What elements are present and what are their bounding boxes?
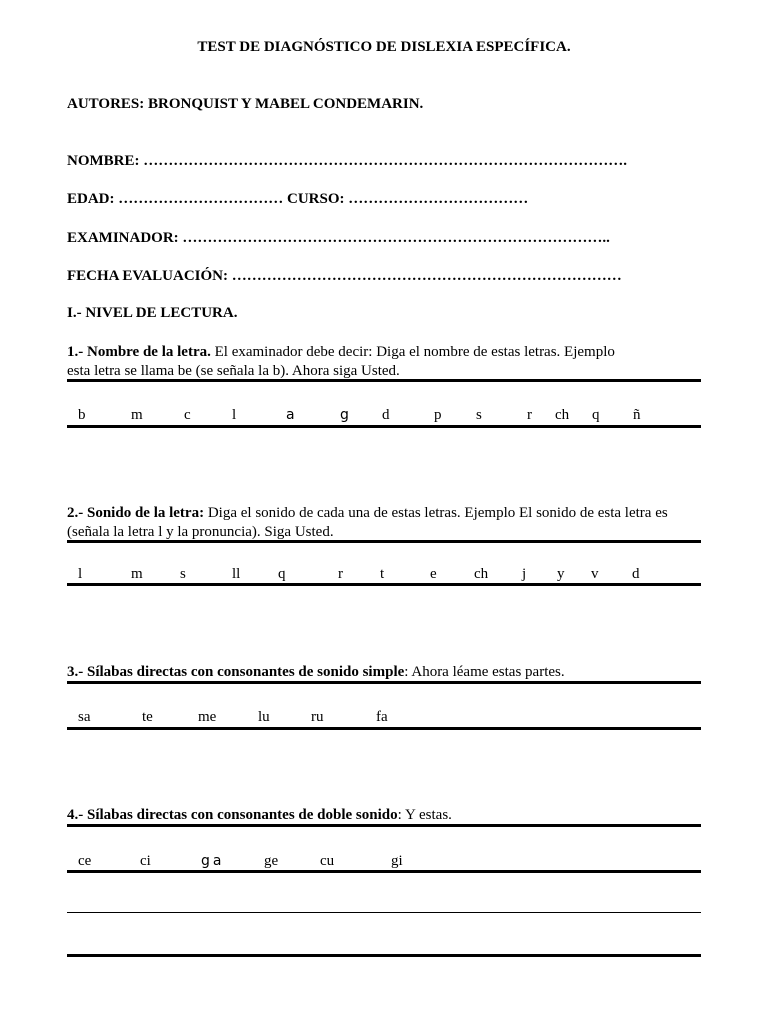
glyph: a — [286, 407, 295, 423]
item-1-instructions — [67, 343, 627, 381]
glyph: r — [527, 407, 532, 423]
glyph: ñ — [633, 407, 641, 423]
item-2-instructions — [67, 504, 701, 542]
item-1-text: El examinador debe decir: Diga el nombre de estas letras. Ejemplo esta letra se llama be (se señala la b). Ahora siga Usted. — [67, 344, 615, 379]
name-field: NOMBRE: ……………………………………………………………………………………. — [67, 153, 627, 169]
examiner-field: EXAMINADOR: ………………………………………………………………………….. — [67, 230, 610, 246]
answer-line — [67, 954, 701, 957]
glyph: ga — [201, 853, 225, 869]
glyph: ll — [232, 566, 241, 582]
glyph: v — [591, 566, 599, 582]
glyph: y — [557, 566, 565, 582]
glyph: s — [476, 407, 482, 423]
glyph: ch — [474, 566, 489, 582]
item-1-top-rule — [67, 379, 701, 382]
glyph: ge — [264, 853, 279, 869]
glyph: ce — [78, 853, 92, 869]
glyph: t — [380, 566, 385, 582]
glyph: m — [131, 566, 143, 582]
glyph: d — [632, 566, 640, 582]
glyph: d — [382, 407, 390, 423]
glyph: lu — [258, 709, 270, 725]
glyph: me — [198, 709, 217, 725]
glyph: c — [184, 407, 191, 423]
section-title: I.- NIVEL DE LECTURA. — [67, 305, 238, 321]
evaluation-date-field: FECHA EVALUACIÓN: …………………………………………………………………… — [67, 268, 622, 284]
glyph: ch — [555, 407, 570, 423]
item-4-bottom-rule — [67, 870, 701, 873]
glyph: m — [131, 407, 143, 423]
item-4-instructions — [67, 806, 701, 825]
glyph: l — [78, 566, 83, 582]
glyph: s — [180, 566, 186, 582]
glyph: gi — [391, 853, 403, 869]
glyph: sa — [78, 709, 91, 725]
item-3-instructions — [67, 663, 701, 682]
item-3-heading: 3.- Sílabas directas con consonantes de sonido simple — [67, 664, 405, 680]
item-4-top-rule — [67, 824, 701, 827]
glyph: e — [430, 566, 437, 582]
age-course-field: EDAD: …………………………… CURSO: ……………………………… — [67, 191, 529, 207]
item-3-text: : Ahora léame estas partes. — [404, 664, 565, 680]
glyph: q — [592, 407, 600, 423]
answer-line — [67, 912, 701, 913]
item-2-heading: 2.- Sonido de la letra: — [67, 505, 205, 521]
glyph: p — [434, 407, 442, 423]
item-3-top-rule — [67, 681, 701, 684]
item-4-text: : Y estas. — [397, 807, 452, 823]
glyph: fa — [376, 709, 388, 725]
item-4-heading: 4.- Sílabas directas con consonantes de doble sonido — [67, 807, 398, 823]
item-1-heading: 1.- Nombre de la letra. — [67, 344, 211, 360]
item-2-text: Diga el sonido de cada una de estas letras. Ejemplo El sonido de esta letra es (señala la letra l y la pronuncia). Siga Usted. — [67, 505, 668, 540]
glyph: g — [340, 407, 349, 423]
glyph: q — [278, 566, 286, 582]
glyph: ru — [311, 709, 324, 725]
item-2-bottom-rule — [67, 583, 701, 586]
glyph: l — [232, 407, 237, 423]
document-title: TEST DE DIAGNÓSTICO DE DISLEXIA ESPECÍFICA. — [197, 39, 571, 55]
glyph: j — [522, 566, 527, 582]
item-3-bottom-rule — [67, 727, 701, 730]
glyph: cu — [320, 853, 335, 869]
item-2-top-rule — [67, 540, 701, 543]
glyph: te — [142, 709, 153, 725]
glyph: ci — [140, 853, 151, 869]
glyph: b — [78, 407, 86, 423]
item-1-bottom-rule — [67, 425, 701, 428]
glyph: r — [338, 566, 343, 582]
authors-line: AUTORES: BRONQUIST Y MABEL CONDEMARIN. — [67, 96, 424, 112]
